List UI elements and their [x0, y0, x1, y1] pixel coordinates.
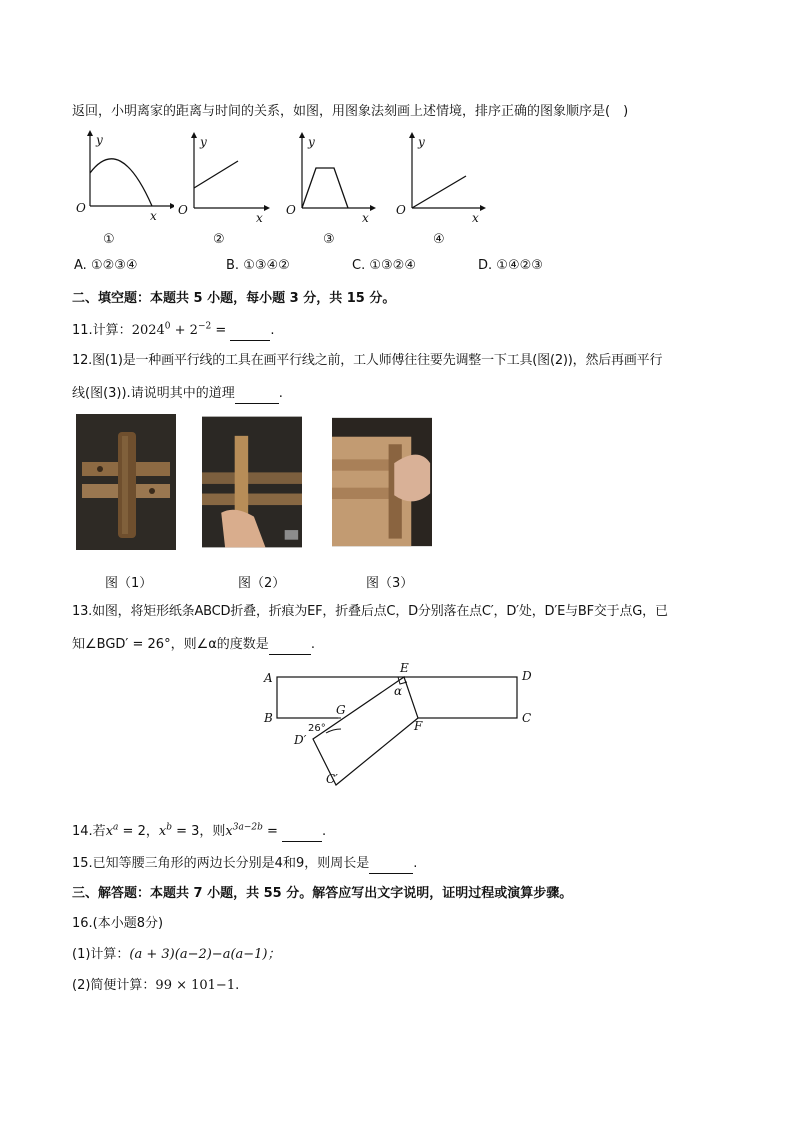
graph-4-y: y	[418, 135, 425, 149]
q10-stem: 返回，小明离家的距离与时间的关系，如图，用图象法刻画上述情境，排序正确的图象顺序是( )	[72, 104, 629, 119]
graph-3-label: ③	[323, 232, 335, 247]
graph-1-x: x	[150, 209, 157, 223]
fold-label-c-prime: C′	[326, 772, 338, 786]
fold-label-a: A	[264, 671, 273, 685]
fold-label-d: D	[522, 669, 532, 683]
q14: 14.若$x^a = 2$，$x^b = 3$，则$x^{3a-2b}$ = .	[72, 823, 326, 842]
fold-label-alpha: α	[394, 684, 403, 698]
q11: 11.计算：$2024^0 + 2^{-2}$ = .	[72, 322, 275, 341]
q13-answer-blank[interactable]	[269, 636, 311, 655]
q12-answer-blank[interactable]	[235, 385, 279, 404]
q16-part1: (1)计算：(a + 3)(a−2)−a(a−1)；	[72, 947, 281, 962]
q15: 15.已知等腰三角形的两边长分别是4和9，则周长是 .	[72, 855, 417, 874]
photo-tool-1	[76, 414, 176, 550]
caption-3: 图（3）	[366, 576, 414, 591]
q16-part2: (2)简便计算：99 × 101−1.	[72, 978, 240, 993]
graph-2-origin: O	[178, 203, 188, 217]
fold-label-angle: 26°	[308, 723, 326, 734]
fold-label-c: C	[522, 711, 532, 725]
graph-2-y: y	[200, 135, 207, 149]
choice-c[interactable]: C. ①③②④	[352, 258, 416, 273]
section-2-title: 二、填空题：本题共 5 小题，每小题 3 分，共 15 分。	[72, 291, 396, 306]
photo-tool-3	[332, 414, 432, 550]
graph-4-x: x	[472, 211, 479, 225]
graph-4	[396, 128, 496, 228]
graph-3-origin: O	[286, 203, 296, 217]
q12-line1: 12.图(1)是一种画平行线的工具在画平行线之前，工人师傅往往要先调整一下工具(图(2))，然后再画平行	[72, 353, 663, 368]
graph-4-label: ④	[433, 232, 445, 247]
caption-2: 图（2）	[238, 576, 286, 591]
q16-header: 16.(本小题8分)	[72, 916, 164, 931]
graph-3-x: x	[362, 211, 369, 225]
q13-line2: 知∠BGD′ = 26°，则∠α的度数是 .	[72, 636, 315, 655]
fold-label-b: B	[264, 711, 273, 725]
q12-line2: 线(图(3)).请说明其中的道理 .	[72, 385, 283, 404]
choice-a[interactable]: A. ①②③④	[74, 258, 138, 273]
graph-2-label: ②	[213, 232, 225, 247]
graph-1-label: ①	[103, 232, 115, 247]
graph-2-x: x	[256, 211, 263, 225]
section-3-title: 三、解答题：本题共 7 小题，共 55 分。解答应写出文字说明，证明过程或演算步骤。	[72, 886, 573, 901]
q11-answer-blank[interactable]	[230, 322, 270, 341]
graph-3	[286, 128, 386, 228]
q13-line1: 13.如图，将矩形纸条ABCD折叠，折痕为EF，折叠后点C，D分别落在点C′，D′处，D′E与BF交于点G，已	[72, 604, 668, 619]
fold-label-g: G	[336, 703, 346, 717]
photo-tool-2	[202, 414, 302, 550]
graph-1-y: y	[96, 133, 103, 147]
graph-4-origin: O	[396, 203, 406, 217]
graph-3-y: y	[308, 135, 315, 149]
fold-label-e: E	[400, 661, 409, 675]
q14-answer-blank[interactable]	[282, 823, 322, 842]
choice-b[interactable]: B. ①③④②	[226, 258, 290, 273]
fold-label-f: F	[414, 719, 423, 733]
fold-label-d-prime: D′	[294, 733, 307, 747]
graph-2	[178, 128, 278, 228]
fold-figure	[258, 656, 548, 792]
caption-1: 图（1）	[105, 576, 153, 591]
graph-1	[74, 128, 174, 228]
graph-1-origin: O	[76, 201, 86, 215]
choice-d[interactable]: D. ①④②③	[478, 258, 543, 273]
q15-answer-blank[interactable]	[369, 855, 413, 874]
